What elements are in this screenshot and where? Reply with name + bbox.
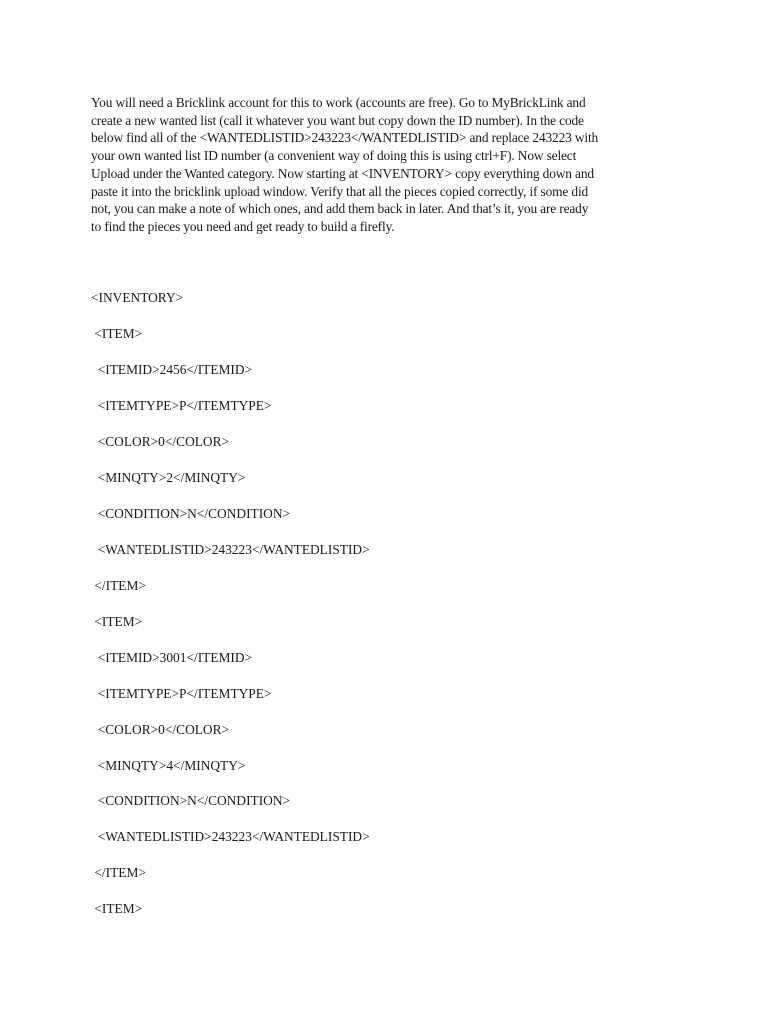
intro-paragraph	[91, 94, 681, 236]
code-line: <CONDITION>N</CONDITION>	[91, 506, 291, 521]
code-line: <INVENTORY>	[91, 290, 184, 305]
intro-line: Upload under the Wanted category. Now starting at <INVENTORY> copy everything down and	[91, 165, 594, 181]
intro-line: below find all of the <WANTEDLISTID>243223</WANTEDLISTID> and replace 243223 with	[91, 130, 599, 146]
code-line: <ITEMTYPE>P</ITEMTYPE>	[91, 686, 272, 701]
code-line: <ITEMTYPE>P</ITEMTYPE>	[91, 398, 272, 413]
intro-line: paste it into the bricklink upload window. Verify that all the pieces copied correctly, if some did	[91, 183, 589, 199]
code-line: <ITEM>	[91, 326, 143, 341]
code-line: <MINQTY>2</MINQTY>	[91, 470, 246, 485]
code-line: </ITEM>	[91, 578, 146, 593]
intro-line: to find the pieces you need and get ready to build a firefly.	[91, 218, 395, 234]
code-line: </ITEM>	[91, 865, 146, 880]
code-line: <ITEMID>3001</ITEMID>	[91, 650, 253, 665]
intro-line: create a new wanted list (call it whatever you want but copy down the ID number). In the code	[91, 112, 584, 128]
code-line: <WANTEDLISTID>243223</WANTEDLISTID>	[91, 829, 370, 844]
code-line: <MINQTY>4</MINQTY>	[91, 758, 246, 773]
intro-line: not, you can make a note of which ones, and add them back in later. And that’s it, you are ready	[91, 201, 589, 217]
code-line: <ITEMID>2456</ITEMID>	[91, 362, 253, 377]
code-line: <ITEM>	[91, 614, 143, 629]
code-line: <ITEM>	[91, 901, 143, 916]
code-line: <COLOR>0</COLOR>	[91, 434, 230, 449]
intro-line: your own wanted list ID number (a convenient way of doing this is using ctrl+F). Now select	[91, 148, 577, 164]
intro-line: You will need a Bricklink account for this to work (accounts are free). Go to MyBrickLink and	[91, 95, 586, 110]
code-line: <CONDITION>N</CONDITION>	[91, 793, 291, 808]
code-line: <COLOR>0</COLOR>	[91, 722, 230, 737]
code-line: <WANTEDLISTID>243223</WANTEDLISTID>	[91, 542, 370, 557]
